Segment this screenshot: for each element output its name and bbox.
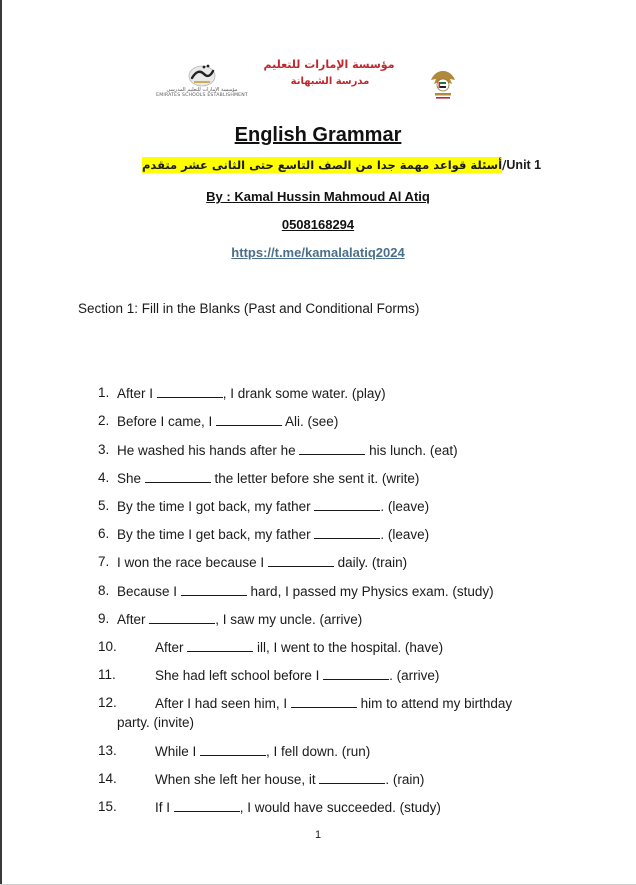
item-text-after: . (arrive) [389,668,440,683]
item-text-before: After I had seen him, I [155,696,291,711]
uae-emblem-icon [426,68,460,100]
item-text-before: While I [155,744,201,759]
answer-blank[interactable] [291,695,357,708]
ese-logo-icon [182,62,222,88]
item-text-before: By the time I got back, my father [117,499,315,514]
item-text-before: Before I came, I [117,414,217,429]
page-number: 1 [314,829,322,841]
item-text-before: She [117,471,145,486]
item-number: 3. [98,442,110,457]
item-text-after: the letter before she sent it. (write) [210,471,420,486]
answer-blank[interactable] [145,470,211,483]
school-name-line2: مدرسة الشبهانة [290,76,370,87]
answer-blank[interactable] [200,743,266,756]
logo-english-text: EMIRATES SCHOOLS ESTABLISHMENT [156,93,248,98]
item-text-before: If I [155,800,174,815]
item-number: 12. [98,695,117,710]
answer-blank[interactable] [299,442,365,455]
item-number: 13. [98,743,117,758]
item-text-before: After I [117,386,157,401]
section-heading: Section 1: Fill in the Blanks (Past and Conditional Forms) [78,301,420,316]
answer-blank[interactable] [216,413,282,426]
item-number: 10. [98,639,117,654]
item-continuation: party. (invite) [117,715,195,730]
item-text-after: . (leave) [380,527,430,542]
item-number: 14. [98,771,117,786]
answer-blank[interactable] [181,583,247,596]
item-text-after: . (leave) [380,499,430,514]
answer-blank[interactable] [323,667,389,680]
answer-blank[interactable] [314,498,380,511]
item-number: 9. [98,611,110,626]
phone-number: 0508168294 [281,217,355,232]
telegram-link[interactable]: https://t.me/kamalalatiq2024 [231,245,405,260]
item-text-before: After [117,612,150,627]
answer-blank[interactable] [149,611,215,624]
answer-blank[interactable] [174,799,240,812]
item-text-after: him to attend my birthday [356,696,513,711]
item-text-after: , I fell down. (run) [266,744,371,759]
item-text-before: When she left her house, it [155,772,320,787]
item-text-after: . (rain) [385,772,425,787]
item-text-after: his lunch. (eat) [365,443,458,458]
unit-slash: / [502,158,507,172]
answer-blank[interactable] [157,385,223,398]
item-number: 2. [98,413,110,428]
unit-heading [142,158,542,178]
item-text-after: , I would have succeeded. (study) [239,800,441,815]
item-number: 11. [98,667,116,682]
logo-arabic-text: مؤسسة الإمارات للتعليم المدرسي [166,87,238,93]
item-text-before: Because I [117,584,181,599]
author-line: By : Kamal Hussin Mahmoud Al Atiq [206,189,430,204]
item-text-before: He washed his hands after he [117,443,300,458]
item-number: 6. [98,526,110,541]
item-text-after: hard, I passed my Physics exam. (study) [246,584,494,599]
unit-label: Unit 1 [506,158,542,172]
item-number: 15. [98,799,117,814]
answer-blank[interactable] [319,771,385,784]
page-title: English Grammar [234,124,402,146]
answer-blank[interactable] [268,554,334,567]
item-text-after: , I saw my uncle. (arrive) [215,612,363,627]
item-text-after: , I drank some water. (play) [222,386,386,401]
item-text-before: After [155,640,188,655]
item-text-before: I won the race because I [117,555,268,570]
answer-blank[interactable] [187,639,253,652]
item-number: 4. [98,470,110,485]
item-text-after: ill, I went to the hospital. (have) [253,640,444,655]
item-text-before: She had left school before I [155,668,324,683]
item-number: 8. [98,583,110,598]
item-text-before: By the time I get back, my father [117,527,315,542]
item-number: 1. [98,385,110,400]
emirates-schools-logo [146,62,258,98]
item-number: 5. [98,498,110,513]
school-name-line1: مؤسسة الإمارات للتعليم [263,58,395,71]
item-number: 7. [98,554,110,569]
item-text-after: Ali. (see) [282,414,339,429]
item-text-after: daily. (train) [333,555,408,570]
answer-blank[interactable] [314,526,380,539]
unit-arabic-highlight: أسئلة قواعد مهمة جدا من الصف التاسع حتى الثانى عشر متقدم [142,158,503,172]
